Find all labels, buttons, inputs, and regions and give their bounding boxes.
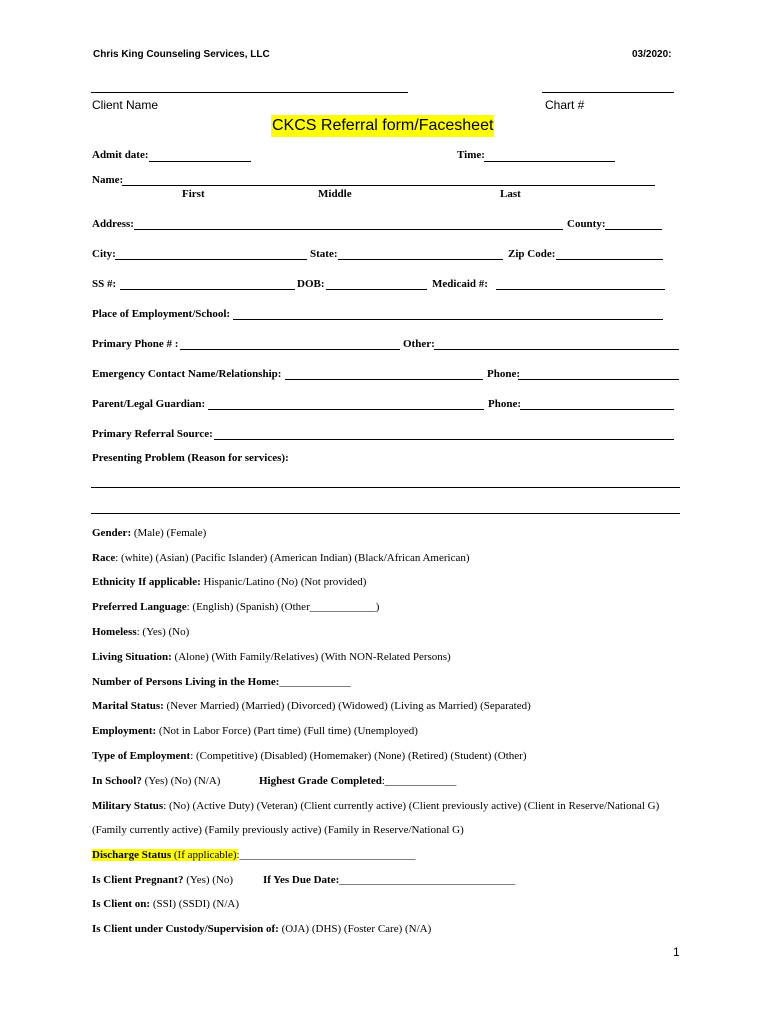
grade-label: Highest Grade Completed — [259, 775, 382, 787]
referral-source-line[interactable] — [214, 439, 674, 440]
due-date-row — [263, 874, 515, 886]
persons-blank[interactable]: _____________ — [279, 676, 351, 688]
admit-date-line[interactable] — [149, 161, 251, 162]
military-options[interactable]: : (No) (Active Duty) (Veteran) (Client currently active) (Client previously active) (Client in Reserve/National G) — [163, 800, 660, 812]
grade-row — [259, 775, 456, 787]
middle-label: Middle — [318, 188, 352, 200]
primary-phone-label: Primary Phone # : — [92, 338, 179, 350]
employment-place-label: Place of Employment/School: — [92, 308, 231, 320]
school-row — [92, 775, 220, 787]
discharge-sub: (If applicable) — [173, 849, 237, 861]
gender-options[interactable]: (Male) (Female) — [133, 527, 207, 539]
language-row — [92, 601, 379, 613]
pregnant-options[interactable]: (Yes) (No) — [186, 874, 234, 886]
employment-type-row — [92, 750, 527, 762]
dob-line[interactable] — [326, 289, 427, 290]
name-label: Name: — [92, 174, 124, 186]
homeless-row — [92, 626, 189, 638]
military-options-2[interactable]: (Family currently active) (Family previously active) (Family in Reserve/National G) — [92, 824, 464, 836]
form-title: CKCS Referral form/Facesheet — [271, 115, 494, 137]
address-line[interactable] — [134, 229, 563, 230]
ethnicity-label: Ethnicity If applicable: — [92, 576, 201, 588]
page-number: 1 — [673, 945, 680, 959]
client-on-row — [92, 898, 239, 910]
ss-label: SS #: — [92, 278, 117, 290]
persons-label: Number of Persons Living in the Home: — [92, 676, 280, 688]
due-date-label: If Yes Due Date: — [263, 874, 340, 886]
homeless-label: Homeless — [92, 626, 137, 638]
gender-row — [92, 527, 206, 539]
race-options[interactable]: : (white) (Asian) (Pacific Islander) (American Indian) (Black/African American) — [115, 552, 470, 564]
guardian-line[interactable] — [208, 409, 484, 410]
referral-source-label: Primary Referral Source: — [92, 428, 213, 440]
county-label: County: — [567, 218, 606, 230]
due-date-blank[interactable]: ________________________________ — [339, 874, 516, 886]
last-label: Last — [500, 188, 521, 200]
employment-options[interactable]: (Not in Labor Force) (Part time) (Full time) (Unemployed) — [158, 725, 418, 737]
pregnant-label: Is Client Pregnant? — [92, 874, 184, 886]
military-label: Military Status — [92, 800, 164, 812]
employment-place-line[interactable] — [233, 319, 663, 320]
medicaid-line[interactable] — [496, 289, 665, 290]
time-line[interactable] — [484, 161, 615, 162]
language-options[interactable]: : (English) (Spanish) (Other____________) — [186, 601, 380, 613]
chart-label: Chart # — [545, 98, 585, 112]
client-on-label: Is Client on: — [92, 898, 151, 910]
race-row — [92, 552, 470, 564]
other-phone-label: Other: — [403, 338, 435, 350]
employment-row — [92, 725, 418, 737]
guardian-phone-label: Phone: — [488, 398, 521, 410]
admit-date-label: Admit date: — [92, 149, 149, 161]
header-date: 03/2020: — [632, 49, 672, 60]
ethnicity-options[interactable]: Hispanic/Latino (No) (Not provided) — [203, 576, 367, 588]
living-situation-label: Living Situation: — [92, 651, 172, 663]
city-label: City: — [92, 248, 116, 260]
client-name-line[interactable] — [91, 92, 408, 93]
client-on-options[interactable]: (SSI) (SSDI) (N/A) — [152, 898, 239, 910]
custody-label: Is Client under Custody/Supervision of: — [92, 923, 279, 935]
emergency-phone-line[interactable] — [518, 379, 679, 380]
homeless-options[interactable]: : (Yes) (No) — [136, 626, 190, 638]
primary-phone-line[interactable] — [180, 349, 400, 350]
presenting-problem-label: Presenting Problem (Reason for services): — [92, 452, 289, 464]
county-line[interactable] — [605, 229, 662, 230]
discharge-highlight — [92, 849, 237, 861]
living-situation-row — [92, 651, 451, 663]
state-label: State: — [310, 248, 338, 260]
discharge-label: Discharge Status — [92, 849, 172, 861]
ethnicity-row — [92, 576, 366, 588]
ss-line[interactable] — [120, 289, 295, 290]
presenting-problem-line-1[interactable] — [91, 487, 680, 488]
employment-type-label: Type of Employment — [92, 750, 191, 762]
school-label: In School? — [92, 775, 142, 787]
living-situation-options[interactable]: (Alone) (With Family/Relatives) (With NON-Related Persons) — [174, 651, 451, 663]
emergency-contact-line[interactable] — [285, 379, 483, 380]
client-name-label: Client Name — [92, 98, 159, 112]
zip-line[interactable] — [556, 259, 663, 260]
custody-options[interactable]: (OJA) (DHS) (Foster Care) (N/A) — [281, 923, 432, 935]
marital-label: Marital Status: — [92, 700, 164, 712]
pregnant-row — [92, 874, 233, 886]
marital-row — [92, 700, 531, 712]
dob-label: DOB: — [297, 278, 325, 290]
time-label: Time: — [457, 149, 485, 161]
emergency-phone-label: Phone: — [487, 368, 520, 380]
guardian-phone-line[interactable] — [520, 409, 674, 410]
other-phone-line[interactable] — [434, 349, 679, 350]
emergency-contact-label: Emergency Contact Name/Relationship: — [92, 368, 282, 380]
custody-row — [92, 923, 431, 935]
military-row — [92, 800, 659, 812]
state-line[interactable] — [338, 259, 503, 260]
school-options[interactable]: (Yes) (No) (N/A) — [144, 775, 221, 787]
grade-blank[interactable]: :_____________ — [381, 775, 457, 787]
discharge-row — [92, 849, 416, 861]
first-label: First — [182, 188, 205, 200]
chart-number-line[interactable] — [542, 92, 674, 93]
company-name: Chris King Counseling Services, LLC — [93, 49, 270, 60]
guardian-label: Parent/Legal Guardian: — [92, 398, 206, 410]
race-label: Race — [92, 552, 116, 564]
discharge-blank[interactable]: :________________________________ — [236, 849, 416, 861]
gender-label: Gender: — [92, 527, 132, 539]
employment-label: Employment: — [92, 725, 157, 737]
persons-row — [92, 676, 351, 688]
language-label: Preferred Language — [92, 601, 187, 613]
name-line[interactable] — [122, 185, 655, 186]
presenting-problem-line-2[interactable] — [91, 513, 680, 514]
employment-type-options[interactable]: : (Competitive) (Disabled) (Homemaker) (None) (Retired) (Student) (Other) — [190, 750, 527, 762]
marital-options[interactable]: (Never Married) (Married) (Divorced) (Widowed) (Living as Married) (Separated) — [166, 700, 531, 712]
zip-label: Zip Code: — [508, 248, 556, 260]
city-line[interactable] — [115, 259, 307, 260]
medicaid-label: Medicaid #: — [432, 278, 488, 290]
address-label: Address: — [92, 218, 134, 230]
